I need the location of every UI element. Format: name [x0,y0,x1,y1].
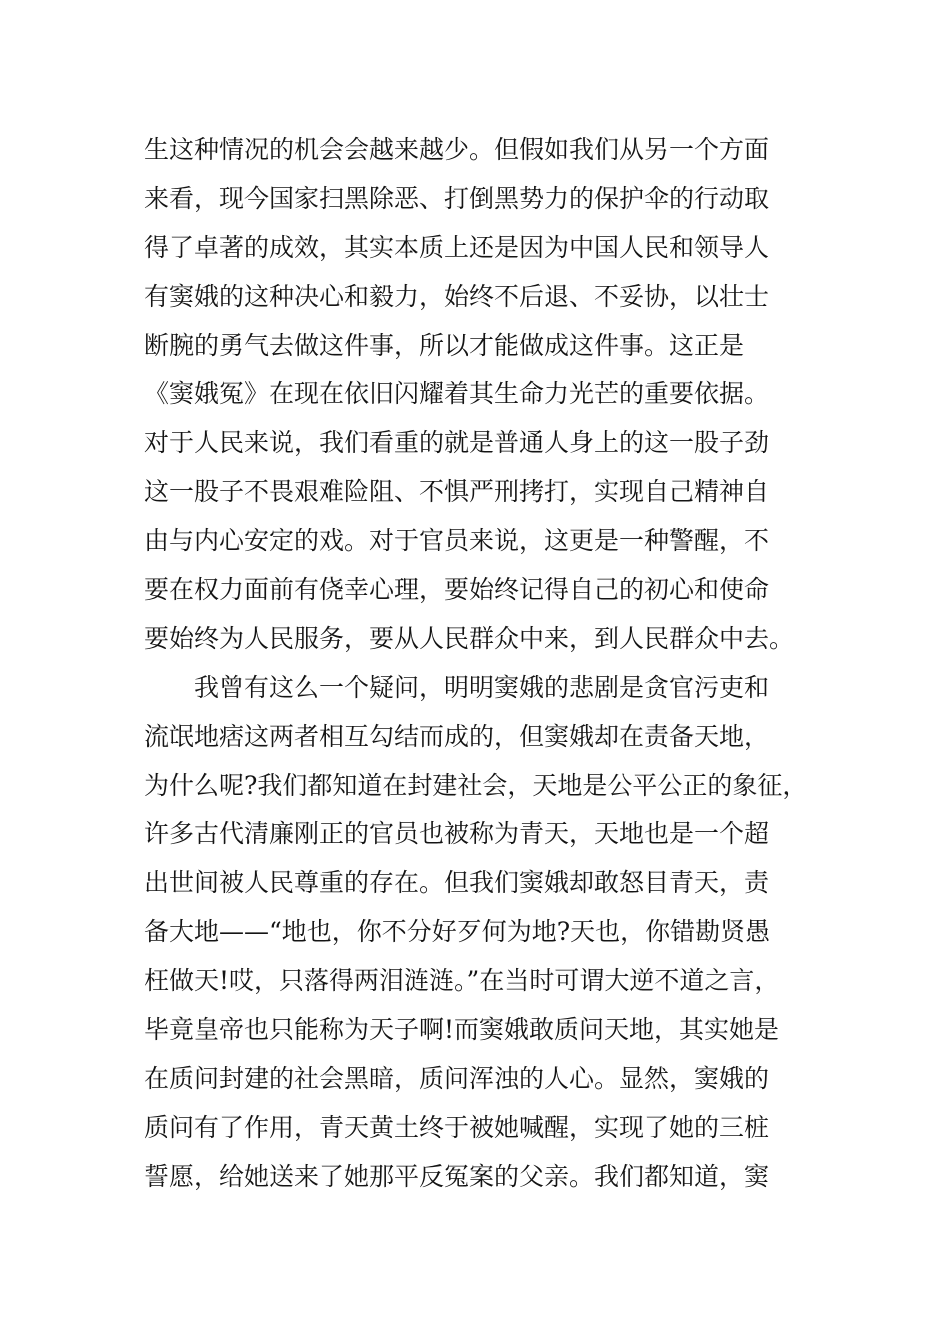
text-line: 出世间被人民尊重的存在。但我们窦娥却敢怒目青天，责 [144,868,770,898]
text-line: 对于人民来说，我们看重的就是普通人身上的这一股子劲 [144,428,770,458]
text-line: 枉做天!哎，只落得两泪涟涟。”在当时可谓大逆不道之言， [144,966,780,996]
text-line: 《窦娥冤》在现在依旧闪耀着其生命力光芒的重要依据。 [144,379,770,409]
text-line: 备大地——“地也，你不分好歹何为地?天也，你错勘贤愚 [144,917,771,947]
text-line: 质问有了作用，青天黄土终于被她喊醒，实现了她的三桩 [144,1112,770,1142]
text-line: 断腕的勇气去做这件事，所以才能做成这件事。这正是 [144,330,745,360]
text-line: 我曾有这么一个疑问，明明窦娥的悲剧是贪官污吏和 [144,672,770,702]
text-line: 在质问封建的社会黑暗，质问浑浊的人心。显然，窦娥的 [144,1063,770,1093]
text-line: 许多古代清廉刚正的官员也被称为青天，天地也是一个超 [144,819,770,849]
text-line: 来看，现今国家扫黑除恶、打倒黑势力的保护伞的行动取 [144,183,770,213]
text-line: 这一股子不畏艰难险阻、不惧严刑拷打，实现自己精神自 [144,477,770,507]
text-line: 生这种情况的机会会越来越少。但假如我们从另一个方面 [144,135,770,164]
text-line: 要始终为人民服务，要从人民群众中来，到人民群众中去。 [144,623,795,653]
text-line: 要在权力面前有侥幸心理，要始终记得自己的初心和使命 [144,575,770,605]
body-text [144,126,824,1202]
text-line: 有窦娥的这种决心和毅力，始终不后退、不妥协，以壮士 [144,281,770,311]
text-line: 流氓地痞这两者相互勾结而成的，但窦娥却在责备天地， [144,721,770,751]
text-line: 由与内心安定的戏。对于官员来说，这更是一种警醒，不 [144,526,770,556]
text-line: 为什么呢?我们都知道在封建社会，天地是公平公正的象征， [144,770,808,800]
text-line: 誓愿，给她送来了她那平反冤案的父亲。我们都知道，窦 [144,1161,770,1191]
text-line: 得了卓著的成效，其实本质上还是因为中国人民和领导人 [144,232,770,262]
text-line: 毕竟皇帝也只能称为天子啊!而窦娥敢质问天地，其实她是 [144,1015,780,1045]
